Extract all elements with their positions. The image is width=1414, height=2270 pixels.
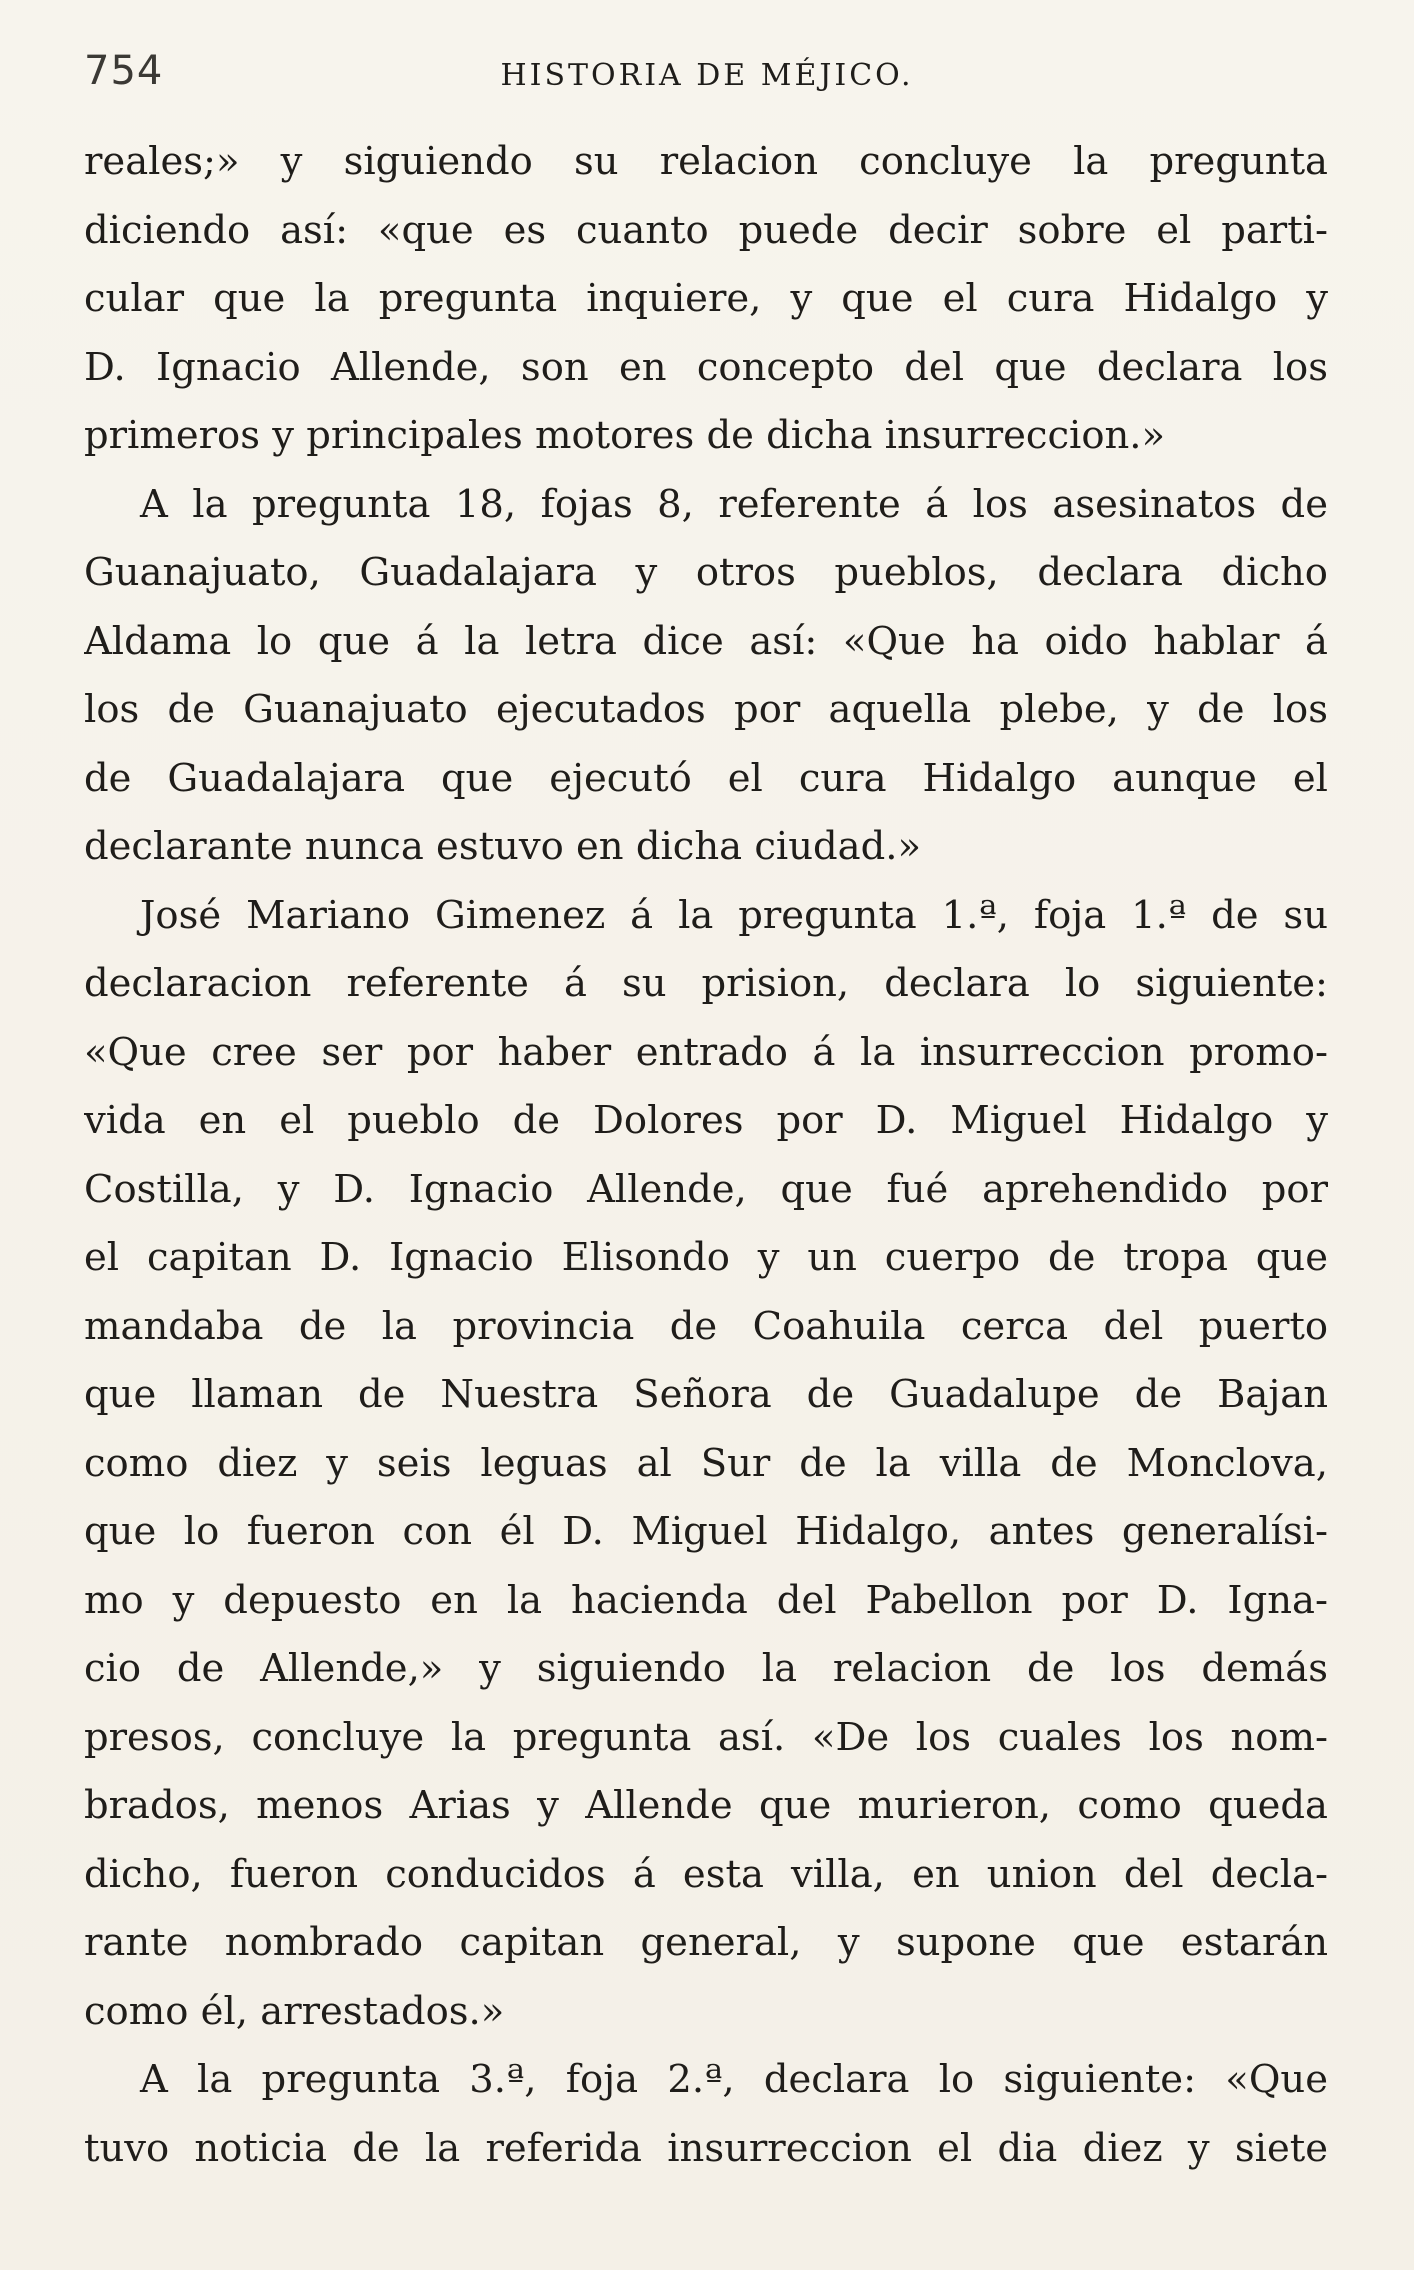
text-line: de Guadalajara que ejecutó el cura Hidalgo aunque el bbox=[84, 755, 1328, 801]
text-line: declarante nunca estuvo en dicha ciudad.» bbox=[84, 824, 922, 869]
text-line: Guanajuato, Guadalajara y otros pueblos, declara dicho bbox=[84, 550, 1328, 595]
text-line: vida en el pueblo de Dolores por D. Miguel Hidalgo y bbox=[84, 1098, 1328, 1143]
text-line: primeros y principales motores de dicha insurreccion.» bbox=[84, 413, 1166, 458]
text-line: tuvo noticia de la referida insurreccion el dia diez y siete bbox=[84, 2125, 1328, 2171]
running-title: HISTORIA DE MÉJICO. bbox=[500, 58, 914, 93]
text-line: el capitan D. Ignacio Elisondo y un cuerpo de tropa que bbox=[84, 1235, 1328, 1280]
text-line: que llaman de Nuestra Señora de Guadalupe de Bajan bbox=[84, 1372, 1328, 1417]
page-header bbox=[84, 48, 1330, 108]
text-line: D. Ignacio Allende, son en concepto del que declara los bbox=[84, 344, 1328, 390]
text-line: como diez y seis leguas al Sur de la villa de Monclova, bbox=[84, 1440, 1328, 1486]
text-line: mo y depuesto en la hacienda del Pabellon por D. Igna- bbox=[84, 1577, 1328, 1623]
page-number: 754 bbox=[84, 48, 164, 94]
text-line: cular que la pregunta inquiere, y que el cura Hidalgo y bbox=[84, 276, 1328, 321]
text-line: como él, arrestados.» bbox=[84, 1988, 505, 2034]
text-line: presos, concluye la pregunta así. «De los cuales los nom- bbox=[84, 1714, 1328, 1760]
text-line: dicho, fueron conducidos á esta villa, en union del decla- bbox=[84, 1851, 1328, 1897]
text-line: Aldama lo que á la letra dice así: «Que ha oido hablar á bbox=[84, 618, 1328, 664]
text-line: que lo fueron con él D. Miguel Hidalgo, antes generalísi- bbox=[84, 1509, 1328, 1554]
text-line: A la pregunta 18, fojas 8, referente á los asesinatos de bbox=[140, 481, 1328, 527]
text-line: diciendo así: «que es cuanto puede decir sobre el parti- bbox=[84, 207, 1328, 253]
text-line: A la pregunta 3.ª, foja 2.ª, declara lo siguiente: «Que bbox=[140, 2057, 1328, 2102]
text-line: declaracion referente á su prision, declara lo siguiente: bbox=[84, 961, 1328, 1006]
text-line: cio de Allende,» y siguiendo la relacion de los demás bbox=[84, 1646, 1328, 1691]
body-text bbox=[84, 128, 1328, 2183]
text-line: Costilla, y D. Ignacio Allende, que fué aprehendido por bbox=[84, 1166, 1328, 1212]
text-line: reales;» y siguiendo su relacion concluye la pregunta bbox=[84, 139, 1328, 184]
text-line: brados, menos Arias y Allende que murieron, como queda bbox=[84, 1783, 1328, 1828]
text-line: «Que cree ser por haber entrado á la insurreccion promo- bbox=[84, 1029, 1328, 1075]
text-line: José Mariano Gimenez á la pregunta 1.ª, foja 1.ª de su bbox=[140, 892, 1328, 938]
text-line: mandaba de la provincia de Coahuila cerca del puerto bbox=[84, 1303, 1328, 1349]
text-line: rante nombrado capitan general, y supone que estarán bbox=[84, 1920, 1328, 1965]
text-line: los de Guanajuato ejecutados por aquella plebe, y de los bbox=[84, 687, 1328, 732]
